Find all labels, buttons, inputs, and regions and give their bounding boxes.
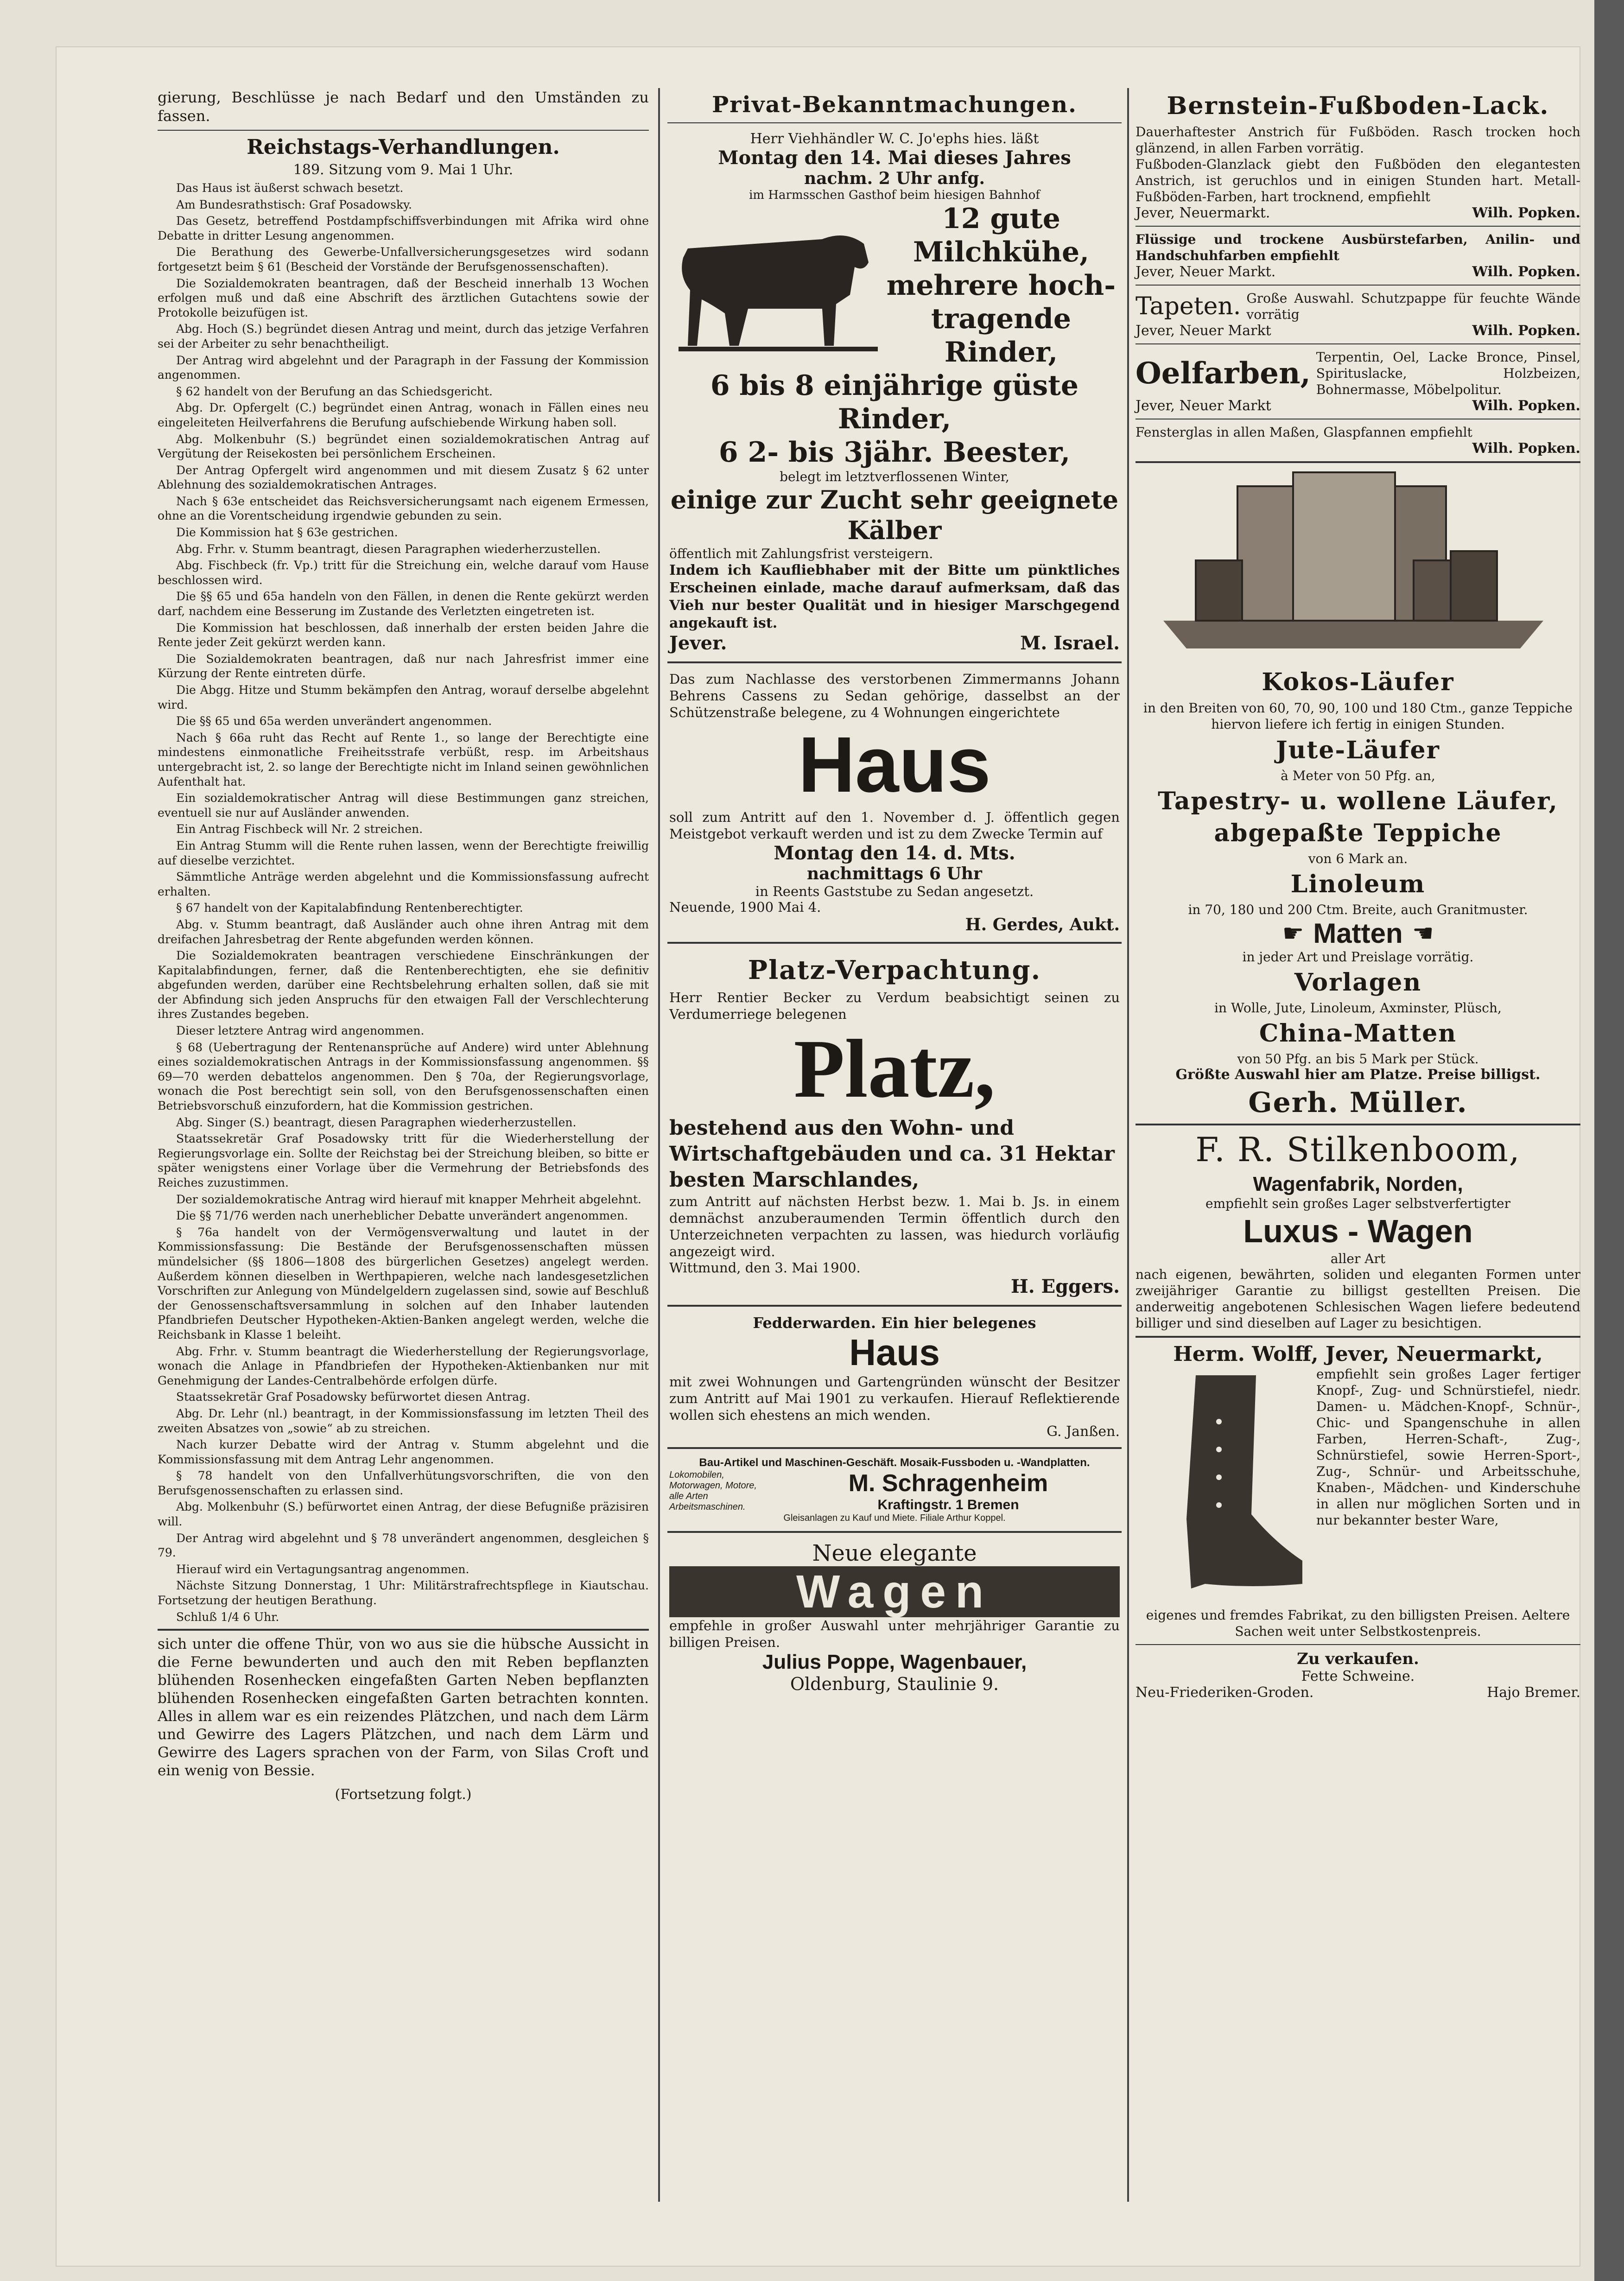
divider	[1136, 1644, 1580, 1645]
reichstag-paragraph: Am Bundesrathstisch: Graf Posadowsky.	[176, 197, 412, 211]
reichstag-paragraph: Abg. Hoch (S.) begründet diesen Antrag und meint, durch das jetzige Verfahren sei der Arbeiter zu sehr benachtheiligt.	[158, 322, 649, 350]
reichstag-paragraph: § 68 (Uebertragung der Rentenansprüche auf Andere) wird unter Ablehnung eines sozialdemokratischen Antrags in der Kommissionsfassung angenommen. §§ 69—70 werden debattelos angenommen. Den § 70a, der Regierungsvorlage, wonach die Post berechtigt sein soll, von den Berufsgenossenschaften einen Betriebsvorschuß einzufordern, hat die Kommission gestrichen.	[158, 1040, 649, 1113]
divider	[667, 1447, 1122, 1449]
product-price: in Wolle, Jute, Linoleum, Axminster, Plüsch,	[1214, 1000, 1502, 1016]
divider	[158, 1629, 649, 1631]
reichstag-paragraph: Sämmtliche Anträge werden abgelehnt und die Kommissionsfassung aufrecht erhalten.	[158, 870, 649, 898]
ad-title: Zu verkaufen.	[1297, 1650, 1419, 1668]
product-name: Jute-Läufer	[1275, 736, 1440, 764]
company-subtitle: Wagenfabrik, Norden,	[1253, 1173, 1463, 1195]
ad-body: Terpentin, Oel, Lacke Bronce, Pinsel, Spirituslacke, Holzbeizen, Bohnermasse, Möbelpolitur.	[1316, 349, 1580, 397]
divider	[667, 122, 1122, 123]
product-price: von 50 Pfg. an bis 5 Mark per Stück.	[1237, 1051, 1479, 1067]
section-title: Reichstags-Verhandlungen.	[247, 135, 560, 159]
lease-ad	[667, 948, 1122, 1300]
reichstag-paragraph: Staatssekretär Graf Posadowsky tritt für die Wiederherstellung der Regierungsvorlage ein. Sollte der Reichstag bei der Streichung bleiben, so bitte er später wenigstens einer Vorlage über die Vermehrung der Betriebsfonds des Reiches zuzustimmen.	[158, 1132, 649, 1189]
reichstag-paragraph: Abg. Dr. Opfergelt (C.) begründet einen Antrag, wonach in Fällen eines neu eingeleiteten Heilverfahrens die Berufung aufschiebende Wirkung haben soll.	[158, 401, 649, 429]
reichstag-paragraph: Abg. Frhr. v. Stumm beantragt die Wiederherstellung der Regierungsvorlage, wonach die Anlage in Pfandbriefen der Hypotheken-Aktienbanken nur mit Genehmigung der Landes-Centralbehörde erfolgen dürfe.	[158, 1344, 649, 1387]
ad-header: Bau-Artikel und Maschinen-Geschäft. Mosaik-Fussboden u. -Wandplatten.	[699, 1456, 1090, 1469]
ad-cows: 12 gute Milchkühe, mehrere hoch- tragende Rinder,	[886, 203, 1116, 369]
ad-location: Neu-Friederiken-Groden.	[1136, 1684, 1314, 1701]
product-price: in jeder Art und Preislage vorrätig.	[1242, 949, 1474, 965]
reichstag-paragraph: Der Antrag wird abgelehnt und § 78 unverändert angenommen, desgleichen § 79.	[158, 1531, 649, 1560]
ad-credit: öffentlich mit Zahlungsfrist versteigern.	[669, 546, 933, 561]
ad-signature: Wilh. Popken.	[1472, 264, 1580, 280]
ad-location: Neuende, 1900 Mai 4.	[669, 899, 821, 915]
ad-description: bestehend aus den Wohn- und Wirtschaftgebäuden und ca. 31 Hektar besten Marschlandes,	[669, 1116, 1115, 1192]
divider	[1136, 1336, 1580, 1338]
cattle-auction-ad	[667, 128, 1122, 657]
carpet-rolls-illustration	[1136, 468, 1571, 662]
divider	[667, 1305, 1122, 1307]
reichstag-paragraph: Der Antrag Opfergelt wird angenommen und mit diesem Zusatz § 62 unter Ablehnung des sozialdemokratischen Antrages.	[158, 463, 649, 492]
story-text: sich unter die offene Thür, von wo aus sie die hübsche Aussicht in die Ferne bewunderten und auch den mit Reben bepflanzten blühenden Rosenhecken eingefaßten Garten Neben bepflanzten blühenden Rosenhecken eingefaßten Garten betrachten konnten. Alles in allem war es ein reizendes Plätzchen, und nach dem Lärm und Gewirre des Lagers Plätzchen, und nach dem Lärm und Gewirre des Lagers sprachen von der Farm, von Silas Croft und ein wenig von Bessie.	[158, 1636, 649, 1779]
continuation-note: (Fortsetzung folgt.)	[335, 1786, 472, 1803]
ad-body: empfiehlt sein großes Lager fertiger Knopf-, Zug- und Schnürstiefel, niedr. Damen- u. Mädchen-Knopf-, Schnür-, Chic- und Spangenschuhe in allen Farben, Herren-Schaft-, Zug-, Schnürstiefel, sowie Herren-Sport-, Zug-, Schnür- und Arbeitsschuhe, Knaben-, Mädchen- und Kinderschuhe in allen nur möglichen Sorten und in nur bekannter bester Ware,	[1316, 1366, 1580, 1528]
ad-intro: Herr Viehhändler W. C. Jo'ephs hies. läßt	[750, 131, 1039, 147]
reichstag-paragraph: Dieser letztere Antrag wird angenommen.	[176, 1024, 425, 1038]
divider	[667, 661, 1122, 663]
column-announcements	[667, 88, 1122, 1697]
ad-body: in den Breiten von 60, 70, 90, 100 und 180 Ctm., ganze Teppiche hiervon liefere ich fertig in einigen Stunden.	[1143, 700, 1573, 732]
reichstag-paragraph: Die §§ 65 und 65a werden unverändert angenommen.	[176, 714, 492, 728]
ad-signature: H. Eggers.	[1010, 1276, 1120, 1297]
ad-signature: Gerh. Müller.	[1248, 1086, 1468, 1119]
reichstag-paragraph: Nach § 63e entscheidet das Reichsversicherungsamt nach eigenem Ermessen, ohne an die Vorentscheidung irgendwie gebunden zu sein.	[158, 494, 649, 523]
boot-illustration	[1136, 1366, 1312, 1607]
product-name: Linoleum	[1290, 870, 1426, 898]
product-name: Matten	[1313, 918, 1403, 949]
ad-body: empfehle in großer Auswahl unter mehrjähriger Garantie zu billigen Preisen.	[669, 1618, 1120, 1650]
reichstag-paragraph: § 62 handelt von der Berufung an das Schiedsgericht.	[176, 384, 493, 398]
reichstag-paragraph: Abg. Dr. Lehr (nl.) beantragt, in der Kommissionsfassung im letzten Theil des zweiten Absatzes von „sowie“ ab zu streichen.	[158, 1406, 649, 1435]
company-address: Kraftingstr. 1 Bremen	[877, 1497, 1019, 1512]
ad-headline: Haus	[849, 1332, 940, 1373]
ad-invite: Indem ich Kaufliebhaber mit der Bitte um pünktliches Erscheinen einlade, mache darauf aufmerksam, daß das Vieh nur bester Qualität und in hiesiger Marschgegend angekauft ist.	[669, 562, 1120, 631]
ad-headline: Platz,	[793, 1023, 996, 1115]
product-name: China-Matten	[1259, 1019, 1457, 1048]
ad-time: nachm. 2 Uhr anfg.	[804, 169, 985, 188]
ad-body: Flüssige und trockene Ausbürstefarben, Anilin- und Handschuhfarben empfiehlt	[1136, 232, 1580, 263]
company-address: Oldenburg, Staulinie 9.	[790, 1674, 999, 1694]
ad-signature: H. Gerdes, Aukt.	[965, 915, 1120, 934]
product-price: von 6 Mark an.	[1308, 851, 1408, 866]
product-price: à Meter von 50 Pfg. an,	[1281, 768, 1435, 783]
ad-headline: Luxus - Wagen	[1243, 1213, 1473, 1249]
ad-subtitle: aller Art	[1330, 1251, 1386, 1266]
reichstag-paragraph: Die Kommission hat § 63e gestrichen.	[176, 526, 398, 540]
reichstag-paragraph: Die Sozialdemokraten beantragen, daß der Bescheid innerhalb 13 Wochen erfolgen muß und daß eine Abschrift des ärztlichen Gutachtens sowie der Protokolle beizufügen ist.	[158, 276, 649, 319]
ad-body: Fensterglas in allen Maßen, Glaspfannen empfiehlt	[1136, 425, 1472, 440]
reichstag-paragraph: Ein Antrag Fischbeck will Nr. 2 streichen.	[176, 822, 423, 836]
reichstag-paragraph: Nach kurzer Debatte wird der Antrag v. Stumm abgelehnt und die Kommissionsfassung mit dem Antrag Lehr angenommen.	[158, 1438, 649, 1466]
reichstag-paragraph: Das Haus ist äußerst schwach besetzt.	[176, 181, 404, 195]
reichstag-paragraph: Hierauf wird ein Vertagungsantrag angenommen.	[176, 1562, 469, 1576]
ad-kalber: einige zur Zucht sehr geeignete Kälber	[670, 485, 1119, 545]
reichstag-paragraph: § 76a handelt von der Vermögensverwaltung und lautet in der Kommissionsfassung: Die Bestände der Berufsgenossenschaften müssen mündelsicher (§§ 1806—1808 des bürgerlichen Gesetzes) angelegt werden. Außerdem können dieselben in Werthpapieren, welche nach landesgesetzlichen Vorschriften zur Anlegung von Mündelgeldern zugelassen sind, sowie auf Beschluß der Genossenschaftsversammlung in solchen auf den Inhaber lautenden Pfandbriefen Deutscher Hypotheken-Aktien-Banken angelegt werden, welche die Reichsbank in Klasse 1 beleiht.	[158, 1225, 649, 1341]
ad-signature: G. Janßen.	[1047, 1423, 1120, 1440]
ad-headline: Haus	[798, 721, 991, 809]
ad-date: Montag den 14. Mai dieses Jahres	[718, 147, 1071, 169]
ad-beester: 6 2- bis 3jähr. Beester,	[718, 436, 1071, 469]
ad-place: im Harmsschen Gasthof beim hiesigen Bahnhof	[749, 188, 1040, 202]
ad-body: mit zwei Wohnungen und Gartengründen wünscht der Besitzer zum Antritt auf Mai 1901 zu verkaufen. Hierauf Reflektierende wollen sich ehestens an mich wenden.	[669, 1374, 1120, 1423]
ad-signature: Hajo Bremer.	[1487, 1684, 1580, 1701]
company-name: Julius Poppe, Wagenbauer,	[762, 1651, 1027, 1673]
column-rule	[1127, 88, 1129, 2202]
divider	[1136, 226, 1580, 227]
reichstag-paragraph: Abg. Frhr. v. Stumm beantragt, diesen Paragraphen wiederherzustellen.	[176, 542, 601, 556]
reichstag-body	[158, 181, 649, 1624]
ad-intro: Das zum Nachlasse des verstorbenen Zimmermanns Johann Behrens Cassens zu Sedan gehörige, dasselbst an der Schützenstraße belegene, zu 4 Wohnungen eingerichtete	[669, 671, 1120, 720]
divider	[1136, 285, 1580, 286]
ad-location: Jever, Neuermarkt.	[1136, 205, 1270, 221]
ad-location: Jever.	[669, 632, 727, 654]
reichstag-paragraph: Abg. Molkenbuhr (S.) begründet einen sozialdemokratischen Antrag auf Vergütung der Reisekosten bei persönlichem Erscheinen.	[158, 432, 649, 461]
product-name: Tapestry- u. wollene Läufer,	[1158, 787, 1558, 815]
ad-body: empfiehlt sein großes Lager selbstverfertigter	[1205, 1196, 1510, 1211]
column-rule	[658, 88, 660, 2202]
ad-time: nachmittags 6 Uhr	[806, 864, 983, 883]
reichstag-paragraph: Der sozialdemokratische Antrag wird hierauf mit knapper Mehrheit abgelehnt.	[176, 1192, 641, 1206]
reichstag-paragraph: Abg. Singer (S.) beantragt, diesen Paragraphen wiederherzustellen.	[176, 1115, 577, 1129]
reichstag-paragraph: Abg. v. Stumm beantragt, daß Ausländer auch ohne ihren Antrag mit dem dreifachen Jahresbetrag der Rente abgefunden werden können.	[158, 917, 649, 946]
product-name: Vorlagen	[1294, 968, 1422, 997]
ad-winter: belegt im letztverflossenen Winter,	[780, 469, 1009, 484]
ad-body: eigenes und fremdes Fabrikat, zu den billigsten Preisen. Aeltere Sachen weit unter Selbstkostenpreis.	[1146, 1608, 1570, 1639]
ad-location: Jever, Neuer Markt	[1136, 323, 1271, 339]
ad-body: soll zum Antritt auf den 1. November d. J. öffentlich gegen Meistgebot verkauft werden und ist zu dem Zwecke Termin auf	[669, 809, 1120, 842]
column-advertisements	[1136, 88, 1580, 1701]
ad-body: Fette Schweine.	[1301, 1668, 1415, 1684]
intro-text: gierung, Beschlüsse je nach Bedarf und den Umständen zu fassen.	[158, 89, 649, 125]
reichstag-paragraph: Abg. Molkenbuhr (S.) befürwortet einen Antrag, der diese Befugniße präzisiren will.	[158, 1500, 649, 1529]
reichstag-paragraph: Das Gesetz, betreffend Postdampfschiffsverbindungen mit Afrika wird ohne Debatte in dritter Lesung angenommen.	[158, 214, 649, 242]
ad-body: zum Antritt auf nächsten Herbst bezw. 1. Mai b. Js. in einem demnächst anzuberaumenden Termin öffentlich durch den Unterzeichneten verpachten zu lassen, was hiedurch vorläufig angezeigt wird.	[669, 1194, 1120, 1259]
reichstag-paragraph: Die Sozialdemokraten beantragen, daß nur nach Jahresfrist immer eine Kürzung der Rente eintreten dürfe.	[158, 652, 649, 680]
ad-location: Jever, Neuer Markt	[1136, 398, 1271, 414]
reichstag-paragraph: Die §§ 65 und 65a handeln von den Fällen, in denen die Rente gekürzt werden darf, nachdem eine Besserung im Zustande des Verletzten eingetreten ist.	[158, 590, 649, 618]
ad-body: Große Auswahl. Schutzpappe für feuchte Wände vorrätig	[1246, 291, 1580, 322]
product-name: abgepaßte Teppiche	[1214, 819, 1502, 847]
reichstag-paragraph: Der Antrag wird abgelehnt und der Paragraph in der Fassung der Kommission angenommen.	[158, 353, 649, 382]
divider	[1136, 461, 1580, 463]
ad-signature: Wilh. Popken.	[1472, 398, 1580, 414]
reichstag-paragraph: Ein Antrag Stumm will die Rente ruhen lassen, wenn der Berechtigte freiwillig auf dieselbe verzichtet.	[158, 839, 649, 867]
reichstag-paragraph: Die §§ 71/76 werden nach unerheblicher Debatte unverändert angenommen.	[176, 1209, 628, 1223]
divider	[667, 942, 1122, 944]
divider	[158, 130, 649, 131]
divider	[1136, 343, 1580, 344]
ad-signature: Wilh. Popken.	[1472, 440, 1580, 457]
session-line: 189. Sitzung vom 9. Mai 1 Uhr.	[293, 162, 514, 178]
ad-body: nach eigenen, bewährten, soliden und eleganten Formen unter zweijähriger Garantie zu billigst gestellten Preisen. Die anderweitig angebotenen Schlesischen Wagen liefere bedeutend billiger und sind dieselben auf Lager zu besichtigen.	[1136, 1267, 1580, 1331]
reichstag-paragraph: Die Kommission hat beschlossen, daß innerhalb der ersten beiden Jahre die Rente jeder Zeit gekürzt werden kann.	[158, 621, 649, 649]
ad-rinder: 6 bis 8 einjährige güste Rinder,	[710, 369, 1079, 435]
house-sale-ad	[667, 668, 1122, 937]
product-price: in 70, 180 und 200 Ctm. Breite, auch Granitmuster.	[1188, 902, 1528, 917]
ad-title: Tapeten.	[1136, 292, 1241, 320]
ad-headline: Wagen	[669, 1566, 1120, 1617]
ad-title: Neue elegante	[812, 1540, 977, 1566]
ad-title: Kokos-Läufer	[1262, 668, 1454, 696]
reichstag-paragraph: Nach § 66a ruht das Recht auf Rente 1., so lange der Berechtigte eine mindestens einmonatliche Freiheitsstrafe verbüßt, resp. im Arbeitshaus untergebracht ist, 2. so lange der Berechtigte nicht im Inland seinen gewöhnlichen Aufenthalt hat.	[158, 731, 649, 788]
ad-location: Jever, Neuer Markt.	[1136, 264, 1276, 280]
house-wanted-ad	[667, 1311, 1122, 1442]
ad-intro: Fedderwarden. Ein hier belegenes	[753, 1314, 1036, 1332]
reichstag-paragraph: Die Abgg. Hitze und Stumm bekämpfen den Antrag, worauf derselbe abgelehnt wird.	[158, 683, 649, 712]
ad-signature: Wilh. Popken.	[1472, 205, 1580, 221]
column-reichstag	[158, 88, 649, 1803]
ad-sidebar: Lokomobilen, Motorwagen, Motore, alle Arten Arbeitsmaschinen.	[669, 1470, 757, 1512]
reichstag-paragraph: Ein sozialdemokratischer Antrag will diese Bestimmungen ganz streichen, eventuell sie nur auf Ausländer anwenden.	[158, 791, 649, 820]
reichstag-paragraph: § 67 handelt von der Kapitalabfindung Rentenberechtigter.	[176, 901, 523, 915]
divider	[1136, 1124, 1580, 1125]
ad-signature: M. Israel.	[1020, 632, 1120, 654]
divider	[667, 1531, 1122, 1533]
reichstag-paragraph: Die Sozialdemokraten beantragen verschiedene Einschränkungen der Kapitalabfindungen, ferner, daß die Rentenberechtigten, ehe sie definitiv abgefunden werden, darüber eine Rechtsbelehrung erhalten sollen, daß sie mit der Abfindung sich jeden Anspruchs für den etwaigen Fall der Verschlechterung ihres Zustandes begeben.	[158, 949, 649, 1021]
ad-intro: Herr Rentier Becker zu Verdum beabsichtigt seinen zu Verdumerriege belegenen	[669, 990, 1120, 1022]
ad-title: Herm. Wolff, Jever, Neuermarkt,	[1173, 1342, 1543, 1366]
pointing-hand-icon: ☛	[1412, 919, 1434, 947]
scan-edge	[1594, 0, 1624, 2281]
company-name: F. R. Stilkenboom,	[1195, 1130, 1521, 1169]
ad-body: Fußboden-Glanzlack giebt den Fußböden den elegantesten Anstrich, ist geruchlos und in einigen Stunden hart. Metall-Fußböden-Farben, hart trocknend, empfiehlt	[1136, 157, 1580, 204]
reichstag-paragraph: Abg. Fischbeck (fr. Vp.) tritt für die Streichung ein, welche darauf vom Hause beschlossen wird.	[158, 559, 649, 587]
reichstag-paragraph: Schluß 1/4 6 Uhr.	[176, 1610, 279, 1624]
cow-illustration	[669, 211, 882, 360]
ad-title: Oelfarben,	[1136, 356, 1311, 391]
company-name: M. Schragenheim	[848, 1470, 1048, 1497]
ad-date: Montag den 14. d. Mts.	[774, 842, 1015, 864]
ad-footer: Gleisanlagen zu Kauf und Miete. Filiale Arthur Koppel.	[783, 1513, 1006, 1523]
carriage-ad	[667, 1538, 1122, 1697]
ad-place: in Reents Gaststube zu Sedan angesetzt.	[755, 883, 1034, 899]
ad-title: Platz-Verpachtung.	[748, 955, 1041, 985]
ad-body: Dauerhaftester Anstrich für Fußböden. Rasch trocken hoch glänzend, in allen Farben vorrätig.	[1136, 124, 1580, 156]
section-title: Privat-Bekanntmachungen.	[712, 92, 1077, 118]
ad-tagline: Größte Auswahl hier am Platze. Preise billigst.	[1175, 1067, 1541, 1083]
reichstag-paragraph: § 78 handelt von den Unfallverhütungsvorschriften, die von den Berufsgenossenschaften zu erlassen sind.	[158, 1469, 649, 1497]
ad-signature: Wilh. Popken.	[1472, 323, 1580, 339]
reichstag-paragraph: Staatssekretär Graf Posadowsky befürwortet diesen Antrag.	[176, 1390, 531, 1404]
reichstag-paragraph: Die Berathung des Gewerbe-Unfallversicherungsgesetzes wird sodann fortgesetzt beim § 61 (Bescheid der Vorstände der Berufsgenossenschaften).	[158, 245, 649, 273]
machinery-ad	[667, 1454, 1122, 1526]
ad-title: Bernstein-Fußboden-Lack.	[1167, 92, 1549, 120]
pointing-hand-icon: ☛	[1282, 919, 1304, 947]
reichstag-paragraph: Nächste Sitzung Donnerstag, 1 Uhr: Militärstrafrechtspflege in Kiautschau. Fortsetzung der heutigen Berathung.	[158, 1579, 649, 1608]
ad-location: Wittmund, den 3. Mai 1900.	[669, 1260, 861, 1276]
